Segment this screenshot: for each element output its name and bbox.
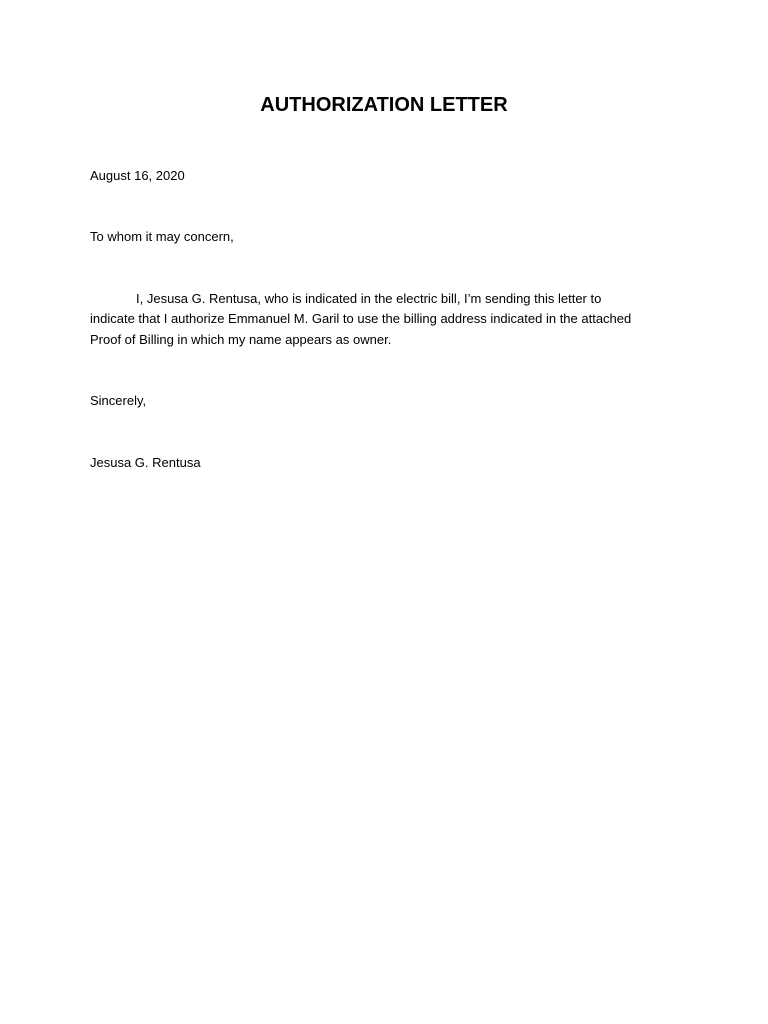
letter-closing: Sincerely,: [90, 393, 147, 408]
letter-title: AUTHORIZATION LETTER: [260, 94, 508, 116]
body-line-1: I, Jesusa G. Rentusa, who is indicated in the electric bill, I’m sending this letter to: [136, 291, 602, 306]
letter-signature: Jesusa G. Rentusa: [90, 455, 201, 470]
letter-salutation: To whom it may concern,: [90, 229, 234, 244]
letter-date: August 16, 2020: [90, 168, 185, 183]
body-line-3: Proof of Billing in which my name appears as owner.: [90, 332, 392, 347]
body-line-2: indicate that I authorize Emmanuel M. Garil to use the billing address indicated in the attached: [90, 311, 632, 326]
